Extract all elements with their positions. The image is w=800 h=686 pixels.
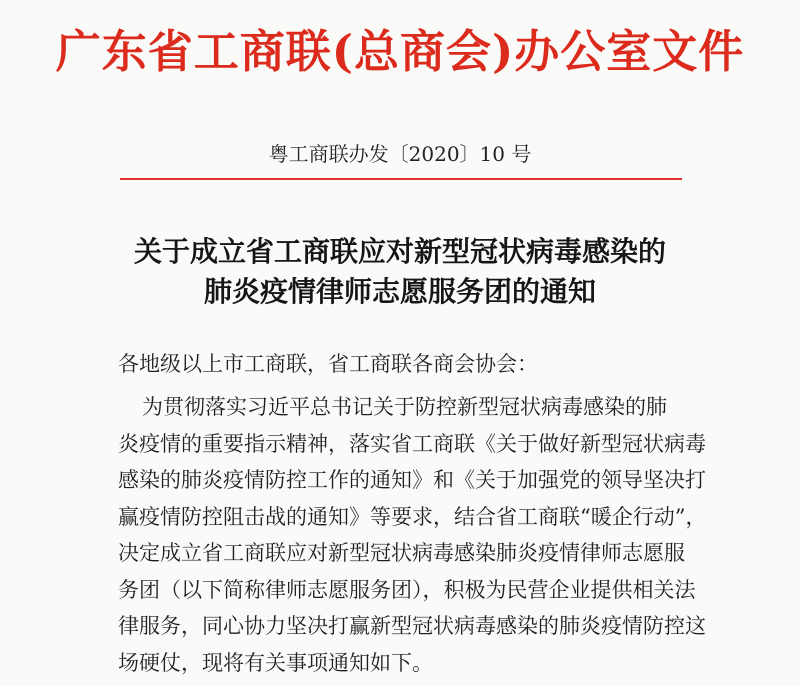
- body-line: 律服务，同心协力坚决打赢新型冠状病毒感染的肺炎疫情防控这: [118, 614, 706, 638]
- body-line: 务团（以下简称律师志愿服务团），积极为民营企业提供相关法: [118, 577, 696, 602]
- body-line: 感染的肺炎疫情防控工作的通知》和《关于加强党的领导坚决打: [118, 468, 706, 492]
- body-paragraph: [118, 389, 707, 681]
- addressee: 各地级以上市工商联，省工商联各商会协会：: [118, 352, 538, 376]
- red-divider-line: [120, 178, 682, 180]
- body-line: 场硬仗，现将有关事项通知如下。: [118, 650, 433, 675]
- body-line: 赢疫情防控阻击战的通知》等要求，结合省工商联“暖企行动”，: [118, 504, 707, 529]
- notice-title: [0, 232, 800, 312]
- notice-title-line-2: 肺炎疫情律师志愿服务团的通知: [203, 275, 596, 308]
- document-header-title: 广东省工商联(总商会)办公室文件: [55, 25, 745, 78]
- body-line: 决定成立省工商联应对新型冠状病毒感染肺炎疫情律师志愿服: [118, 541, 685, 565]
- document-number: 粤工商联办发〔2020〕10 号: [268, 142, 532, 166]
- body-line: 炎疫情的重要指示精神，落实省工商联《关于做好新型冠状病毒: [118, 431, 706, 456]
- notice-title-line-1: 关于成立省工商联应对新型冠状病毒感染的: [133, 235, 666, 268]
- body-line: 为贯彻落实习近平总书记关于防控新型冠状病毒感染的肺: [142, 395, 667, 419]
